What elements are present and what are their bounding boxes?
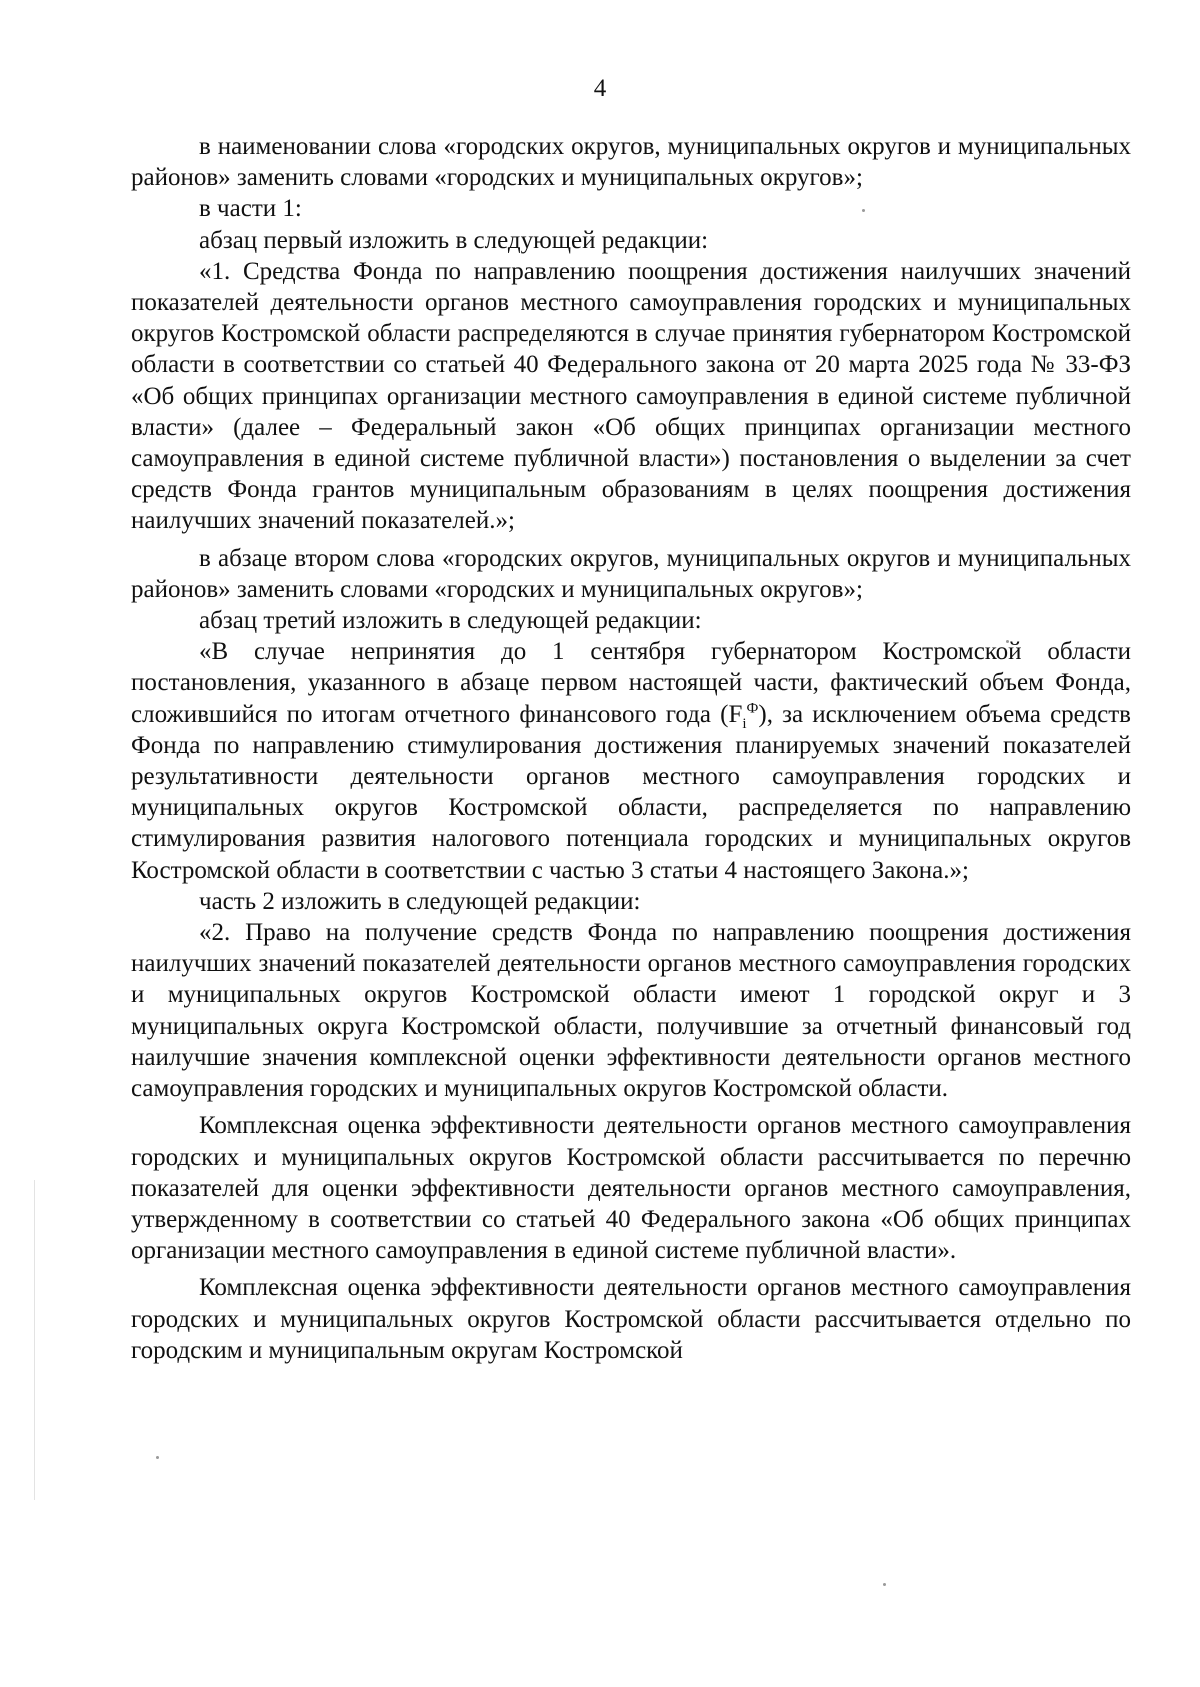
fi-text-after: ), за исключением объема средств Фонда по направлению стимулирования достижения планируемых значений показателей результативности деятельности органов местного самоуправления городских и муниципальных округов Костромской области, распределяется по направлению стимулирования развития налогового потенциала городских и муниципальных округов Костромской области в соответствии с частью 3 статьи 4 настоящего Закона.»; <box>131 700 1131 884</box>
paragraph-part-2-new-text: «2. Право на получение средств Фонда по направлению поощрения достижения наилучших значений показателей деятельности органов местного самоуправления городских и муниципальных округов Костромской области имеют 1 городской округ и 3 муниципальных округа Костромской области, получившие за отчетный финансовый год наилучшие значения комплексной оценки эффективности деятельности органов местного самоуправления городских и муниципальных округов Костромской области. <box>131 919 1131 1103</box>
paragraph-second-abzac-replace: в абзаце втором слова «городских округов, муниципальных округов и муниципальных районов» заменить словами «городских и муниципальных округов»; <box>131 544 1131 603</box>
paragraph-part-1-new-text: «1. Средства Фонда по направлению поощрения достижения наилучших значений показателей деятельности органов местного самоуправления городских и муниципальных округов Костромской области распределяются в случае принятия губернатором Костромской области в соответствии со статьей 40 Федерального закона от 20 марта 2025 года № 33-ФЗ «Об общих принципах организации местного самоуправления в единой системе публичной власти» (далее – Федеральный закон «Об общих принципах организации местного самоуправления в единой системе публичной власти») постановления о выделении за счет средств Фонда грантов муниципальным образованиям в целях поощрения достижения наилучших значений показателей.»; <box>131 257 1131 535</box>
paragraph-third-abzac-new-text <box>131 636 1131 886</box>
paragraph-rename-title: в наименовании слова «городских округов, муниципальных округов и муниципальных районов» заменить словами «городских и муниципальных округов»; <box>131 133 1131 192</box>
fi-text-before: «В случае непринятия до 1 сентября губернатором Костромской области постановления, указанного в абзаце первом настоящей части, фактический объем Фонда, сложившийся по итогам отчетного финансового года (F <box>131 638 1131 728</box>
paragraph-complex-assessment-separate: Комплексная оценка эффективности деятельности органов местного самоуправления городских и муниципальных округов Костромской области рассчитывается отдельно по городским и муниципальным округам Костромской <box>131 1274 1131 1364</box>
paragraph-part-1-heading: в части 1: <box>199 195 302 223</box>
fi-subscript: i <box>742 715 747 732</box>
scan-artifact-line <box>34 1180 35 1500</box>
paragraph-part-2-intro: часть 2 изложить в следующей редакции: <box>199 887 641 915</box>
scan-artifact-dot <box>156 1456 159 1459</box>
fi-superscript: Ф <box>746 700 759 717</box>
scan-artifact-dot <box>883 1583 886 1586</box>
page-number: 4 <box>593 75 607 102</box>
paragraph-complex-assessment-list: Комплексная оценка эффективности деятельности органов местного самоуправления городских и муниципальных округов Костромской области рассчитывается по перечню показателей для оценки эффективности деятельности органов местного самоуправления, утвержденному в соответствии со статьей 40 Федерального закона «Об общих принципах организации местного самоуправления в единой системе публичной власти». <box>131 1112 1131 1265</box>
paragraph-first-abzac-intro: абзац первый изложить в следующей редакции: <box>199 226 709 254</box>
document-body <box>131 131 1131 1366</box>
paragraph-third-abzac-intro: абзац третий изложить в следующей редакции: <box>199 607 702 635</box>
